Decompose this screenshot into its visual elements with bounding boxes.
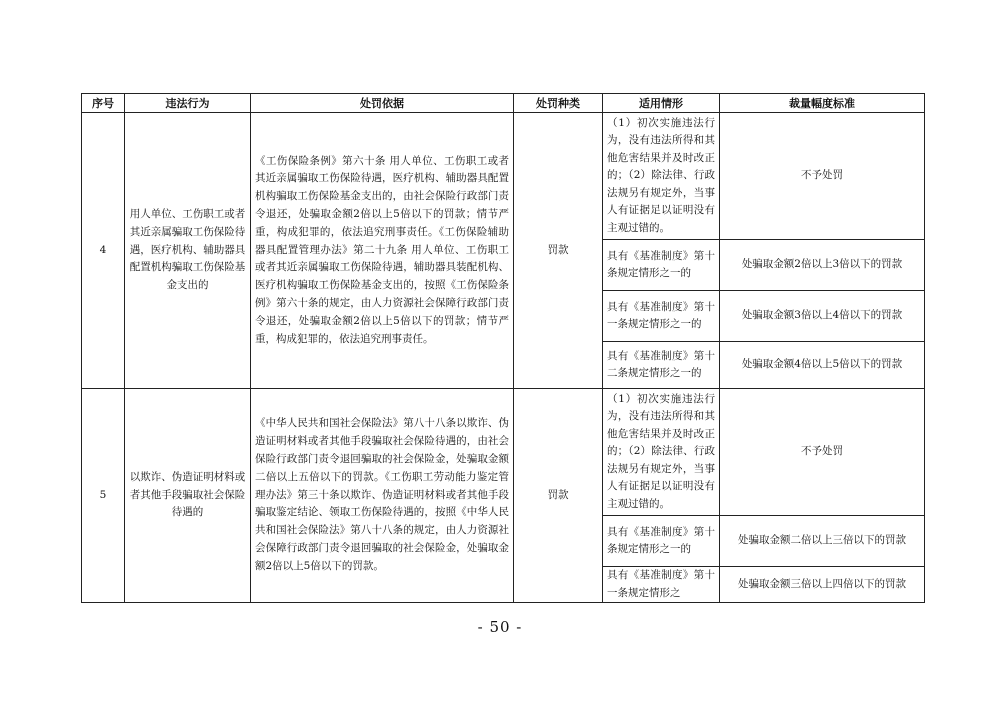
discretion-standard: 不予处罚 (720, 389, 925, 516)
header-type: 处罚种类 (514, 94, 603, 113)
applicable-situation: 具有《基准制度》第十二条规定情形之一的 (603, 342, 720, 389)
applicable-situation: （1）初次实施违法行为，没有违法所得和其他危害结果并及时改正的；（2）除法律、行政法规另有规定外，当事人有证据足以证明没有主观过错的。 (603, 113, 720, 240)
applicable-situation: 具有《基准制度》第十条规定情形之一的 (603, 240, 720, 291)
discretion-standard: 处骗取金额三倍以上四倍以下的罚款 (720, 567, 925, 603)
header-standard: 裁量幅度标准 (720, 94, 925, 113)
applicable-situation: 具有《基准制度》第十一条规定情形之 (603, 567, 720, 603)
violation-act: 以欺诈、伪造证明材料或者其他手段骗取社会保险待遇的 (125, 389, 251, 603)
row-number: 5 (82, 389, 125, 603)
discretion-standard: 不予处罚 (720, 113, 925, 240)
applicable-situation: （1）初次实施违法行为，没有违法所得和其他危害结果并及时改正的；（2）除法律、行政法规另有规定外，当事人有证据足以证明没有主观过错的。 (603, 389, 720, 516)
table-header-row (82, 94, 925, 113)
table-row (82, 389, 925, 516)
page-number: - 50 - (477, 618, 523, 636)
penalty-type: 罚款 (514, 113, 603, 389)
table-row (82, 113, 925, 240)
discretion-standard: 处骗取金额3倍以上4倍以下的罚款 (720, 291, 925, 342)
header-basis: 处罚依据 (251, 94, 514, 113)
penalty-basis: 《中华人民共和国社会保险法》第八十八条以欺诈、伪造证明材料或者其他手段骗取社会保险待遇的，由社会保险行政部门责令退回骗取的社会保险金，处骗取金额二倍以上五倍以下的罚款。《工伤职工劳动能力鉴定管理办法》第三十条以欺诈、伪造证明材料或者其他手段骗取鉴定结论、领取工伤保险待遇的，按照《中华人民共和国社会保险法》第八十八条的规定，由人力资源社会保障行政部门责令退回骗取的社会保险金，处骗取金额2倍以上5倍以下的罚款。 (251, 389, 514, 603)
discretion-standard: 处骗取金额2倍以上3倍以下的罚款 (720, 240, 925, 291)
header-act: 违法行为 (125, 94, 251, 113)
discretion-standard: 处骗取金额二倍以上三倍以下的罚款 (720, 516, 925, 567)
penalty-type: 罚款 (514, 389, 603, 603)
applicable-situation: 具有《基准制度》第十一条规定情形之一的 (603, 291, 720, 342)
penalty-table (81, 93, 925, 603)
penalty-basis: 《工伤保险条例》第六十条 用人单位、工伤职工或者其近亲属骗取工伤保险待遇，医疗机构、辅助器具配置机构骗取工伤保险基金支出的，由社会保险行政部门责令退还，处骗取金额2倍以上5倍以下的罚款；情节严重，构成犯罪的，依法追究刑事责任。《工伤保险辅助器具配置管理办法》第二十九条 用人单位、工伤职工或者其近亲属骗取工伤保险待遇，辅助器具装配机构、医疗机构骗取工伤保险基金支出的，按照《工伤保险条例》第六十条的规定，由人力资源社会保障行政部门责令退还，处骗取金额2倍以上5倍以下的罚款；情节严重，构成犯罪的，依法追究刑事责任。 (251, 113, 514, 389)
violation-act: 用人单位、工伤职工或者其近亲属骗取工伤保险待遇，医疗机构、辅助器具配置机构骗取工伤保险基金支出的 (125, 113, 251, 389)
header-no: 序号 (82, 94, 125, 113)
row-number: 4 (82, 113, 125, 389)
header-situation: 适用情形 (603, 94, 720, 113)
applicable-situation: 具有《基准制度》第十条规定情形之一的 (603, 516, 720, 567)
discretion-standard: 处骗取金额4倍以上5倍以下的罚款 (720, 342, 925, 389)
